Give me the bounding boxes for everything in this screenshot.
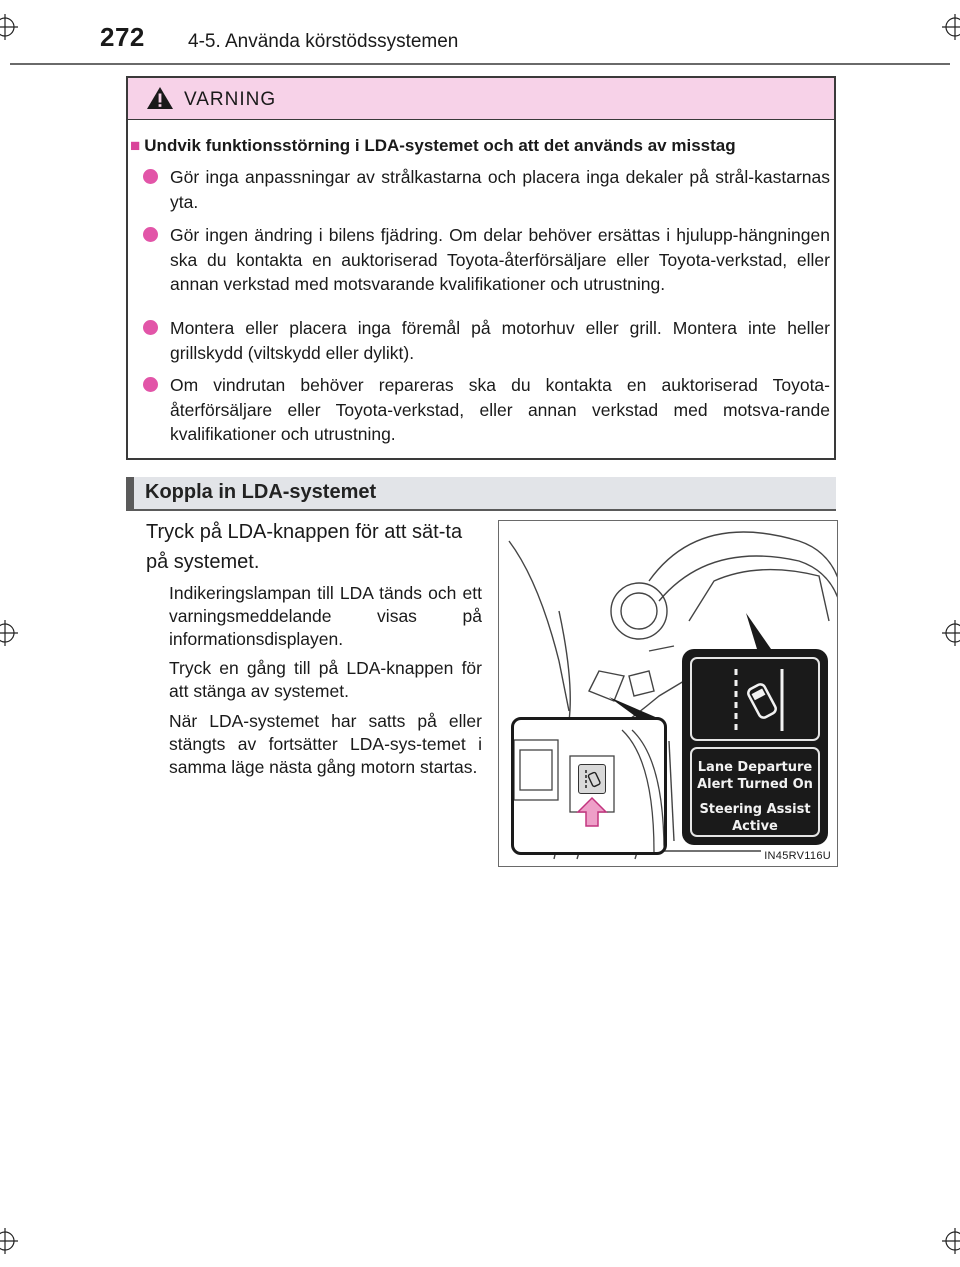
display-message-line: Steering Assist bbox=[699, 802, 811, 817]
warning-item bbox=[170, 223, 830, 297]
warning-box bbox=[126, 76, 836, 460]
display-indicator-screen bbox=[690, 657, 820, 741]
crop-mark-icon bbox=[0, 620, 18, 646]
square-bullet-icon: ■ bbox=[130, 136, 141, 155]
body-paragraph: Indikeringslampan till LDA tänds och ett varningsmeddelande visas på informationsdisplayen. bbox=[169, 583, 482, 649]
lead-instruction: Tryck på LDA-knappen för att sät-ta på systemet. bbox=[146, 521, 463, 573]
multi-information-display bbox=[682, 649, 828, 845]
section-title: 4-5. Använda körstödssystemen bbox=[188, 31, 459, 52]
display-message-line: Active bbox=[732, 819, 778, 834]
display-message-line: Lane Departure bbox=[697, 760, 813, 775]
warning-item bbox=[170, 373, 830, 447]
crop-mark-icon bbox=[0, 1228, 18, 1254]
crop-mark-icon bbox=[942, 620, 960, 646]
warning-subheading-text: Undvik funktionsstörning i LDA-systemet och att det används av misstag bbox=[144, 136, 736, 155]
page-number: 272 bbox=[100, 22, 145, 52]
lda-button[interactable] bbox=[578, 764, 606, 794]
section-heading-band bbox=[126, 477, 836, 511]
press-arrow-icon bbox=[576, 796, 608, 828]
warning-item-text: Om vindrutan behöver repareras ska du kontakta en auktoriserad Toyota-återförsäljare eller Toyota-verkstad, eller annan verkstad med motsva-rande kvalifikationer och utrustning. bbox=[170, 375, 830, 444]
warning-header bbox=[128, 78, 834, 120]
warning-subheading bbox=[130, 136, 736, 156]
section-heading: Koppla in LDA-systemet bbox=[145, 481, 377, 503]
warning-item-text: Gör ingen ändring i bilens fjädring. Om delar behöver ersättas i hjulupp-hängningen ska du kontakta en auktoriserad Toyota-återförsäljare eller Toyota-verkstad, eller annan verkstad med motsvarande kvalifikationer och utrustning. bbox=[170, 225, 830, 294]
warning-item bbox=[170, 165, 830, 214]
illustration bbox=[498, 520, 838, 867]
body-paragraph: När LDA-systemet har satts på eller stängts av fortsätter LDA-sys-temet i samma läge nästa gång motorn startas. bbox=[169, 711, 482, 777]
lane-departure-icon bbox=[692, 659, 818, 739]
section-heading-bar bbox=[126, 477, 134, 509]
figure-code: IN45RV116U bbox=[764, 850, 831, 862]
bullet-icon bbox=[143, 169, 158, 184]
bullet-icon bbox=[143, 227, 158, 242]
display-message-line: Alert Turned On bbox=[697, 777, 813, 792]
warning-triangle-icon bbox=[146, 85, 174, 111]
display-message bbox=[690, 747, 820, 837]
crop-mark-icon bbox=[942, 1228, 960, 1254]
crop-mark-icon bbox=[0, 14, 18, 40]
body-paragraph: Tryck en gång till på LDA-knappen för att stänga av systemet. bbox=[169, 658, 482, 701]
warning-item-text: Gör inga anpassningar av strålkastarna och placera inga dekaler på strål-kastarnas yta. bbox=[170, 167, 830, 212]
lda-switch-icon bbox=[579, 765, 605, 793]
switch-panel-inset bbox=[511, 717, 667, 855]
warning-label: VARNING bbox=[184, 89, 277, 110]
warning-item bbox=[170, 316, 830, 365]
bullet-icon bbox=[143, 320, 158, 335]
bullet-icon bbox=[143, 377, 158, 392]
warning-item-text: Montera eller placera inga föremål på motorhuv eller grill. Montera inte heller grillskydd (viltskydd eller dylikt). bbox=[170, 318, 830, 363]
crop-mark-icon bbox=[942, 14, 960, 40]
header-divider bbox=[10, 63, 950, 65]
